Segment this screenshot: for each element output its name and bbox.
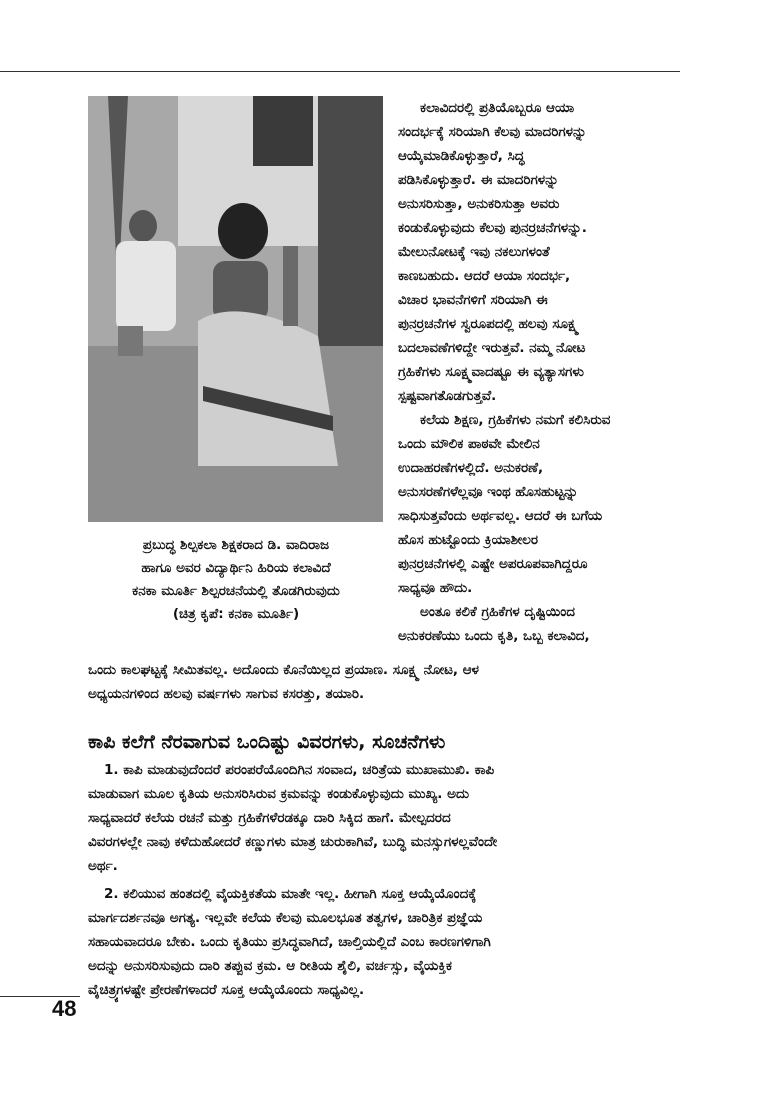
text-line: ಬದಲಾವಣೆಗಳಿದ್ದೇ ಇರುತ್ತವೆ. ನಮ್ಮ ನೋಟ <box>398 340 586 356</box>
text-line: ಅದನ್ನು ಅನುಸರಿಸುವುದು ದಾರಿ ತಪ್ಪುವ ಕ್ರಮ. ಆ ರೀತಿಯ ಶೈಲಿ, ವರ್ಚಸ್ಸು, ವೈಯಕ್ತಿಕ <box>88 958 452 974</box>
text-line: ಸಾಧ್ಯವೂ ಹೌದು. <box>398 580 473 596</box>
text-line: ಅನುಕರಣೆಯು ಒಂದು ಕೃತಿ, ಒಬ್ಬ ಕಲಾವಿದ, <box>398 628 590 644</box>
section-heading: ಕಾಪಿ ಕಲೆಗೆ ನೆರವಾಗುವ ಒಂದಿಷ್ಟು ವಿವರಗಳು, ಸೂಚನೆಗಳು <box>88 731 446 753</box>
text-line: ಕಲೆಯ ಶಿಕ್ಷಣ, ಗ್ರಹಿಕೆಗಳು ನಮಗೆ ಕಲಿಸಿರುವ <box>420 412 611 428</box>
text-line: ಸಹಾಯವಾದರೂ ಬೇಕು. ಒಂದು ಕೃತಿಯು ಪ್ರಸಿದ್ಧವಾಗಿದೆ, ಚಾಲ್ತಿಯಲ್ಲಿದೆ ಎಂಬ ಕಾರಣಗಳಿಗಾಗಿ <box>88 934 491 950</box>
text-line: ಪುನರ್ರಚನೆಗಳ ಸ್ವರೂಪದಲ್ಲಿ ಹಲವು ಸೂಕ್ಷ್ಮ <box>398 316 579 332</box>
full-width-text <box>88 658 668 706</box>
text-line: ವಿವರಗಳಲ್ಲೇ ನಾವು ಕಳೆದುಹೋದರೆ ಕಣ್ಣುಗಳು ಮಾತ್ರ ಚುರುಕಾಗಿವೆ, ಬುದ್ಧಿ ಮನಸ್ಸುಗಳಲ್ಲವೆಂದೇ <box>88 834 498 850</box>
text-line: 2. ಕಲಿಯುವ ಹಂತದಲ್ಲಿ ವೈಯಕ್ತಿಕತೆಯ ಮಾತೇ ಇಲ್ಲ. ಹೀಗಾಗಿ ಸೂಕ್ತ ಆಯ್ಕೆಯೊಂದಕ್ಕೆ <box>104 886 477 902</box>
caption-credit: (ಚಿತ್ರ ಕೃಪೆ: ಕನಕಾ ಮೂರ್ತಿ) <box>172 606 300 622</box>
text-line: ಅರ್ಥ. <box>88 858 118 874</box>
text-line: ಅನುಸರಿಸುತ್ತಾ, ಅನುಕರಿಸುತ್ತಾ ಅವರು <box>398 196 560 212</box>
caption-line: ಕನಕಾ ಮೂರ್ತಿ ಶಿಲ್ಪರಚನೆಯಲ್ಲಿ ತೊಡಗಿರುವುದು <box>132 583 340 599</box>
caption-line: ಹಾಗೂ ಅವರ ವಿದ್ಯಾರ್ಥಿನಿ ಹಿರಿಯ ಕಲಾವಿದೆ <box>141 560 331 576</box>
text-line: ಕಂಡುಕೊಳ್ಳುವುದು ಕೆಲವು ಪುನರ್ರಚನೆಗಳನ್ನು. <box>398 220 587 236</box>
photo-caption <box>80 534 392 626</box>
text-line: ಕಲಾವಿದರಲ್ಲಿ ಪ್ರತಿಯೊಬ್ಬರೂ ಆಯಾ <box>420 100 575 116</box>
text-line: ಮೇಲುನೋಟಕ್ಕೆ ಇವು ನಕಲುಗಳಂತೆ <box>398 244 550 260</box>
text-line: ಉದಾಹರಣೆಗಳಲ್ಲಿದೆ. ಅನುಕರಣೆ, <box>398 460 544 476</box>
text-line: ವೈಚಿತ್ರ್ಯಗಳಷ್ಟೇ ಪ್ರೇರಣೆಗಳಾದರೆ ಸೂಕ್ತ ಆಯ್ಕೆಯೊಂದು ಸಾಧ್ಯವಿಲ್ಲ. <box>88 982 365 998</box>
text-line: ಒಂದು ಕಾಲಘಟ್ಟಕ್ಕೆ ಸೀಮಿತವಲ್ಲ. ಅದೊಂದು ಕೊನೆಯಿಲ್ಲದ ಪ್ರಯಾಣ. ಸೂಕ್ಷ್ಮ ನೋಟ, ಆಳ <box>88 662 479 678</box>
text-line: ಸ್ಪಷ್ಟವಾಗತೊಡಗುತ್ತವೆ. <box>398 388 497 404</box>
text-line: ಒಂದು ಮೌಲಿಕ ಪಾಠವೇ ಮೇಲಿನ <box>398 436 540 452</box>
text-line: ಮಾಡುವಾಗ ಮೂಲ ಕೃತಿಯ ಅನುಸರಿಸಿರುವ ಕ್ರಮವನ್ನು ಕಂಡುಕೊಳ್ಳುವುದು ಮುಖ್ಯ. ಅದು <box>88 786 470 802</box>
text-line: ಅನುಸರಣೆಗಳೆಲ್ಲವೂ ಇಂಥ ಹೊಸಹುಟ್ಟನ್ನು <box>398 484 579 500</box>
photograph <box>88 96 383 522</box>
text-line: ಪಡಿಸಿಕೊಳ್ಳುತ್ತಾರೆ. ಈ ಮಾದರಿಗಳನ್ನು <box>398 172 559 188</box>
text-line: ಪುನರ್ರಚನೆಗಳಲ್ಲಿ ಎಷ್ಟೇ ಅಪರೂಪವಾಗಿದ್ದರೂ <box>398 556 588 572</box>
text-line: 1. ಕಾಪಿ ಮಾಡುವುದೆಂದರೆ ಪರಂಪರೆಯೊಂದಿಗಿನ ಸಂವಾದ, ಚರಿತ್ರೆಯ ಮುಖಾಮುಖಿ. ಕಾಪಿ <box>104 762 495 778</box>
text-line: ಗ್ರಹಿಕೆಗಳು ಸೂಕ್ಷ್ಮವಾದಷ್ಟೂ ಈ ವ್ಯತ್ಯಾಸಗಳು <box>398 364 584 380</box>
text-line: ಹೊಸ ಹುಟ್ಟೊಂದು ಕ್ರಿಯಾಶೀಲರ <box>398 532 538 548</box>
page-number: 48 <box>52 996 77 1021</box>
caption-line: ಪ್ರಬುದ್ಧ ಶಿಲ್ಪಕಲಾ ಶಿಕ್ಷಕರಾದ ಡಿ. ವಾದಿರಾಜ <box>142 537 330 553</box>
text-line: ಸಾಧ್ಯವಾದರೆ ಕಲೆಯ ರಚನೆ ಮತ್ತು ಗ್ರಹಿಕೆಗಳೆರಡಕ್ಕೂ ದಾರಿ ಸಿಕ್ಕಿದ ಹಾಗೆ. ಮೇಲ್ಪದರದ <box>88 810 451 826</box>
text-line: ಮಾರ್ಗದರ್ಶನವೂ ಅಗತ್ಯ. ಇಲ್ಲವೇ ಕಲೆಯ ಕೆಲವು ಮೂಲಭೂತ ತತ್ವಗಳ, ಚಾರಿತ್ರಿಕ ಪ್ರಜ್ಞೆಯ <box>88 910 483 926</box>
text-line: ವಿಚಾರ ಭಾವನೆಗಳಿಗೆ ಸರಿಯಾಗಿ ಈ <box>398 292 548 308</box>
text-line: ಸಾಧಿಸುತ್ತವೆಂದು ಅರ್ಥವಲ್ಲ. ಆದರೆ ಈ ಬಗೆಯ <box>398 508 603 524</box>
text-line: ಅಧ್ಯಯನಗಳಿಂದ ಹಲವು ವರ್ಷಗಳು ಸಾಗುವ ಕಸರತ್ತು, ತಯಾರಿ. <box>88 686 365 702</box>
right-column-text <box>398 96 688 648</box>
text-line: ಕಾಣಬಹುದು. ಆದರೆ ಆಯಾ ಸಂದರ್ಭ, <box>398 268 571 284</box>
section-body <box>88 758 668 1002</box>
text-line: ಆಯ್ಕೆಮಾಡಿಕೊಳ್ಳುತ್ತಾರೆ, ಸಿದ್ಧ <box>398 148 525 164</box>
top-rule <box>0 71 680 72</box>
text-line: ಸಂದರ್ಭಕ್ಕೆ ಸರಿಯಾಗಿ ಕೆಲವು ಮಾದರಿಗಳನ್ನು <box>398 124 587 140</box>
text-line: ಅಂತೂ ಕಲಿಕೆ ಗ್ರಹಿಕೆಗಳ ದೃಷ್ಟಿಯಿಂದ <box>420 604 575 620</box>
